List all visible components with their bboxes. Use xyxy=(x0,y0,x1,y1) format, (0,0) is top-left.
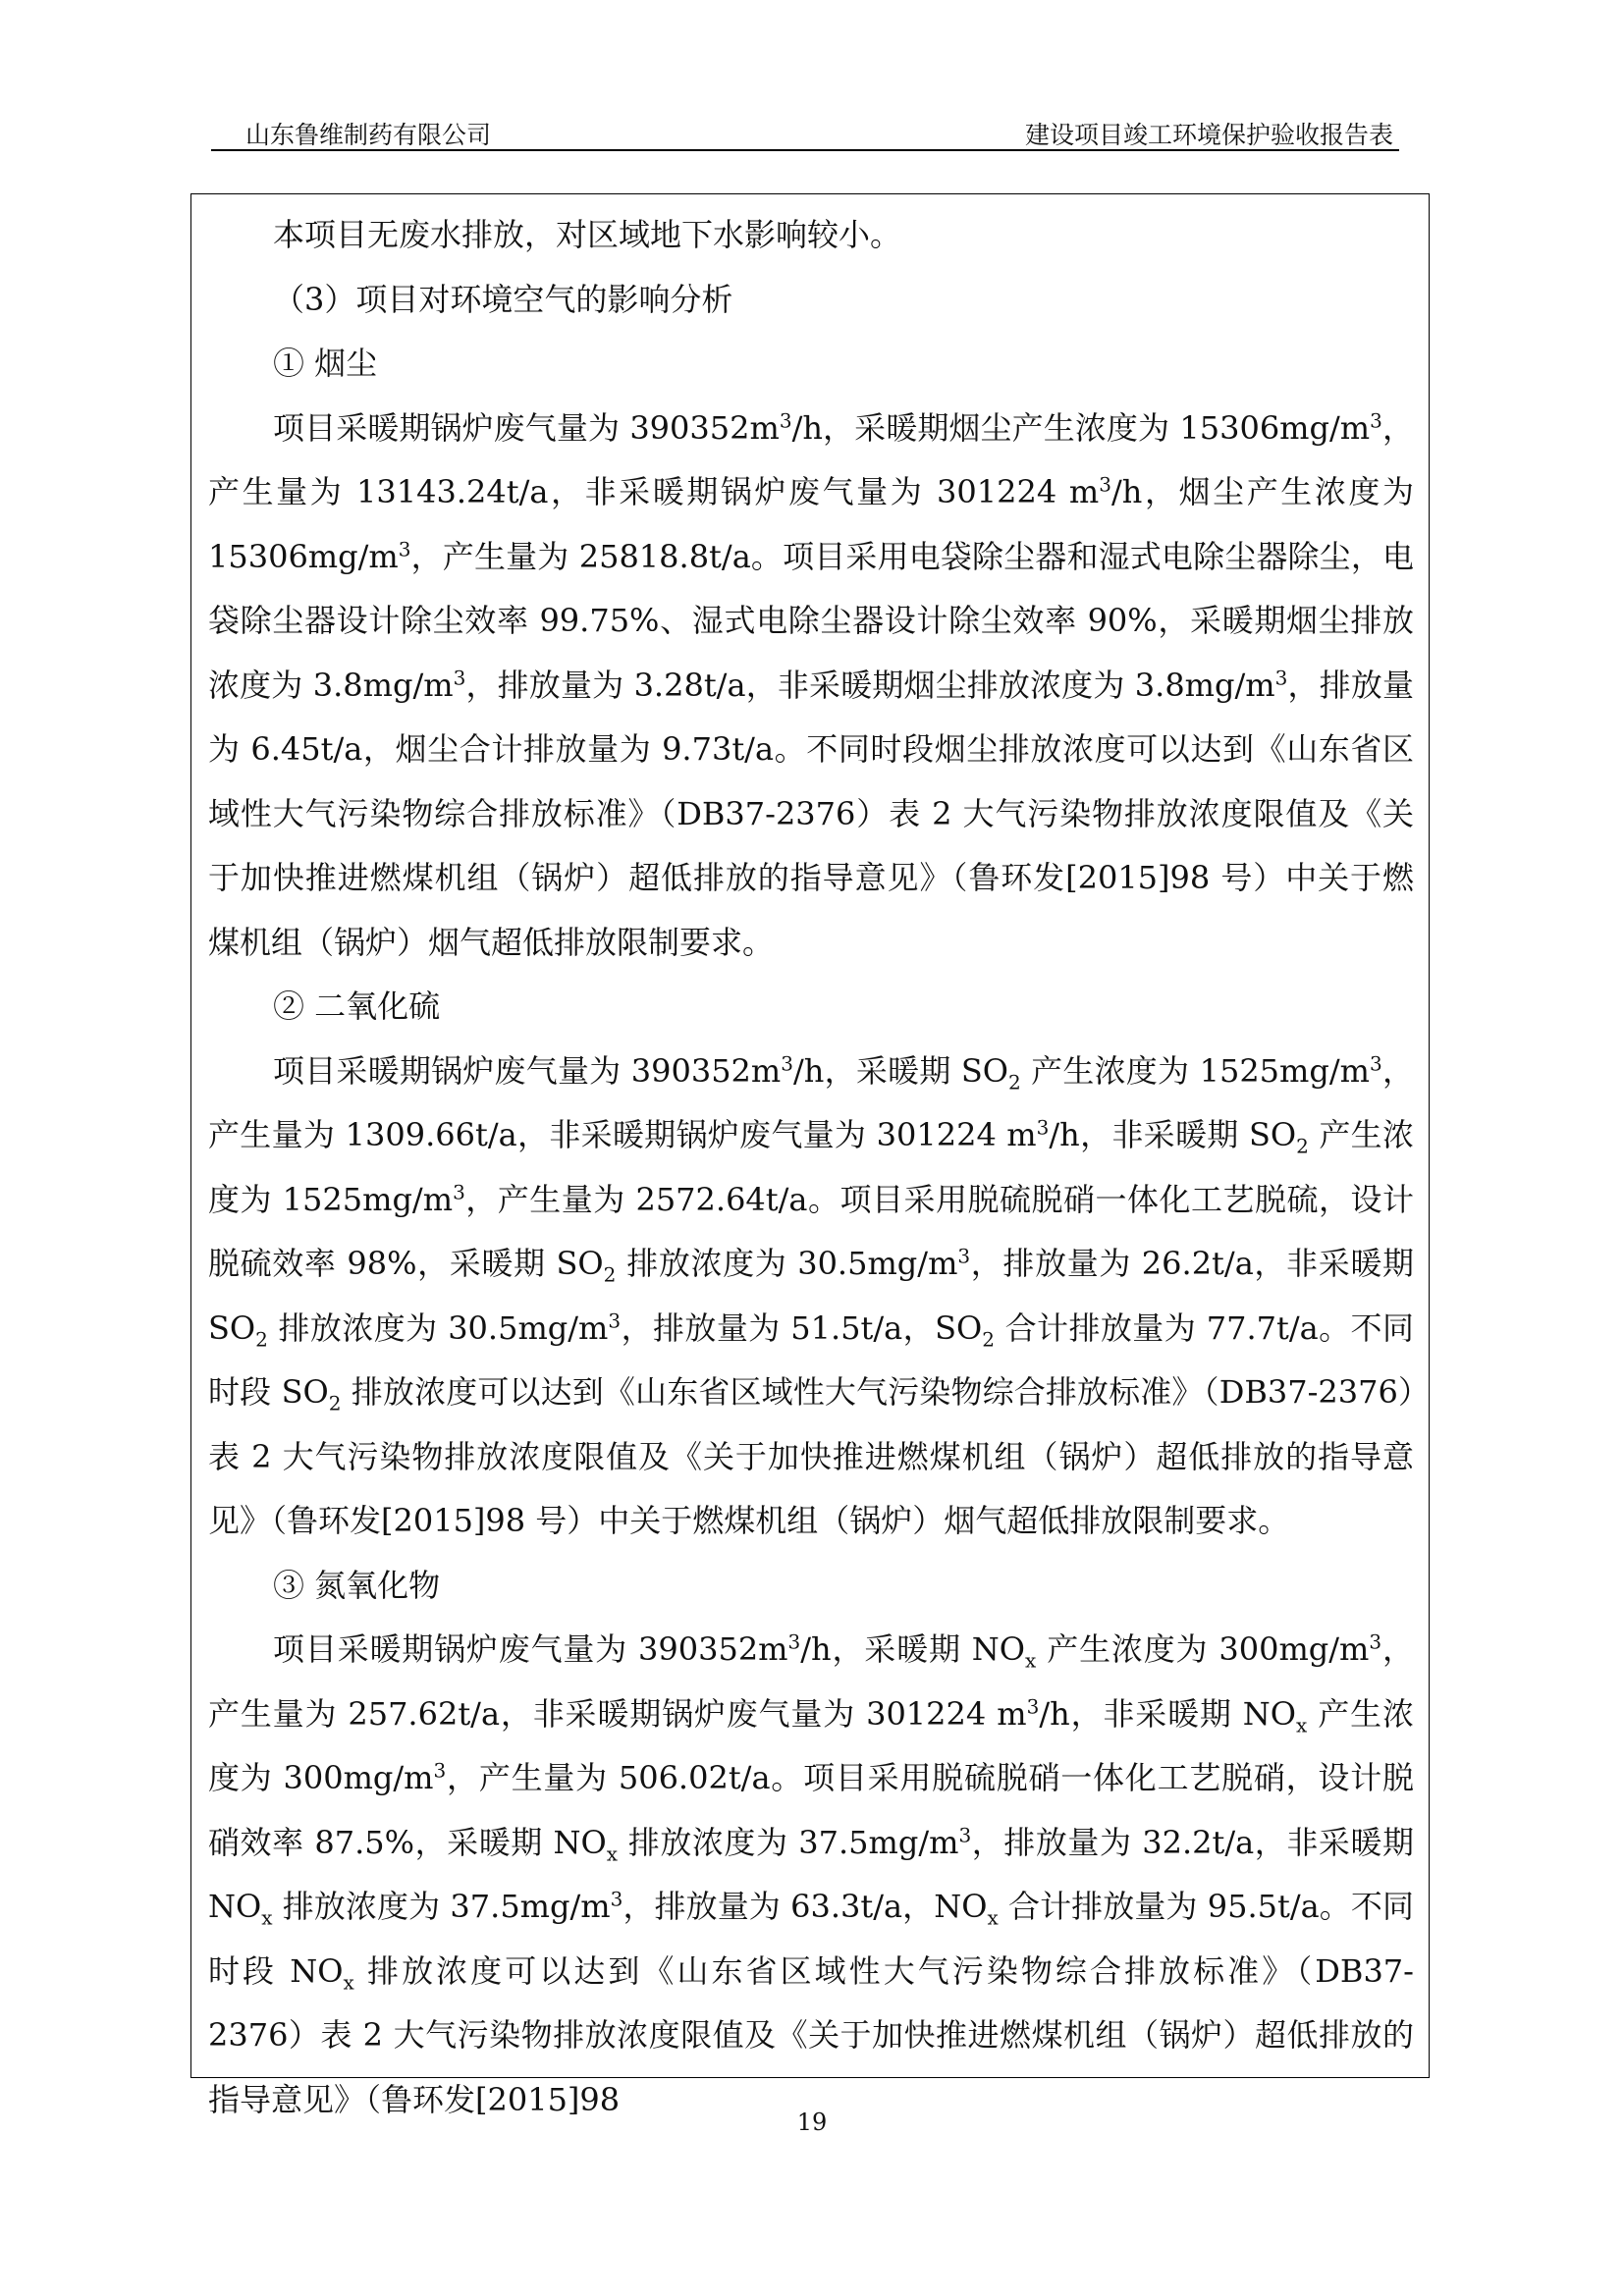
section-heading-air: （3）项目对环境空气的影响分析 xyxy=(273,280,733,318)
page-number: 19 xyxy=(796,2109,828,2136)
paragraph-nox: 项目采暖期锅炉废气量为 $390352m^3/h$，采暖期 $NO_x$ 产生浓度为 $300mg/m^3$，产生量为 257.62t/a，非采暖期锅炉废气量为 301224 $m^3/h$，非采暖期 $NO_x$ 产生浓度为 $300mg/m^3$，产生量为 506.02t/a。项目采用脱硫脱硝一体化工艺脱硝，设计脱硝效率 87.5%，采暖期 $NO_x$ 排放浓度为 $37.5mg/m^3$，排放量为 32.2t/a，非采暖期 $NO_x$ 排放浓度为 $37.5mg/m^3$，排放量为 63.3t/a，$NO_x$ 合计排放量为 95.5t/a。不同时段 $NO_x$ 排放浓度可以达到《山东省区域性大气污染物综合排放标准》（DB37-2376）表 2 大气污染物排放浓度限值及《关于加快推进燃煤机组（锅炉）超低排放的指导意见》（鲁环发[2015]98 xyxy=(208,1629,1414,2118)
header-company: 山东鲁维制药有限公司 xyxy=(245,121,492,149)
paragraph-dust: 项目采暖期锅炉废气量为 $390352m^3/h$，采暖期烟尘产生浓度为 $15306mg/m^3$，产生量为 13143.24t/a，非采暖期锅炉废气量为 301224 $m^3/h$，烟尘产生浓度为 $15306mg/m^3$，产生量为 25818.8t/a。项目采用电袋除尘器和湿式电除尘器除尘，电袋除尘器设计除尘效率 99.75%、湿式电除尘器设计除尘效率 90%，采暖期烟尘排放浓度为 $3.8mg/m^3$，排放量为 3.28t/a，非采暖期烟尘排放浓度为 $3.8mg/m^3$，排放量为 6.45t/a，烟尘合计排放量为 9.73t/a。不同时段烟尘排放浓度可以达到《山东省区域性大气污染物综合排放标准》（DB37-2376）表 2 大气污染物排放浓度限值及《关于加快推进燃煤机组（锅炉）超低排放的指导意见》（鲁环发[2015]98 号）中关于燃煤机组（锅炉）烟气超低排放限制要求。 xyxy=(208,407,1414,961)
document-body xyxy=(208,203,1414,2132)
paragraph-so2: 项目采暖期锅炉废气量为 $390352m^3/h$，采暖期 $SO_2$ 产生浓度为 $1525mg/m^3$，产生量为 1309.66t/a，非采暖期锅炉废气量为 301224 $m^3/h$，非采暖期 $SO_2$ 产生浓度为 $1525mg/m^3$，产生量为 2572.64t/a。项目采用脱硫脱硝一体化工艺脱硫，设计脱硫效率 98%，采暖期 $SO_2$ 排放浓度为 $30.5mg/m^3$，排放量为 26.2t/a，非采暖期 $SO_2$ 排放浓度为 $30.5mg/m^3$，排放量为 51.5t/a，$SO_2$ 合计排放量为 77.7t/a。不同时段 $SO_2$ 排放浓度可以达到《山东省区域性大气污染物综合排放标准》（DB37-2376）表 2 大气污染物排放浓度限值及《关于加快推进燃煤机组（锅炉）超低排放的指导意见》（鲁环发[2015]98 号）中关于燃煤机组（锅炉）烟气超低排放限制要求。 xyxy=(208,1050,1414,1539)
header-report-title: 建设项目竣工环境保护验收报告表 xyxy=(1024,121,1393,149)
subheading-nox: ③ 氮氧化物 xyxy=(273,1566,441,1604)
subheading-dust: ① 烟尘 xyxy=(273,345,378,382)
header-divider xyxy=(211,149,1399,151)
paragraph-groundwater: 本项目无废水排放，对区域地下水影响较小。 xyxy=(273,216,902,253)
subheading-so2: ② 二氧化硫 xyxy=(273,988,441,1025)
